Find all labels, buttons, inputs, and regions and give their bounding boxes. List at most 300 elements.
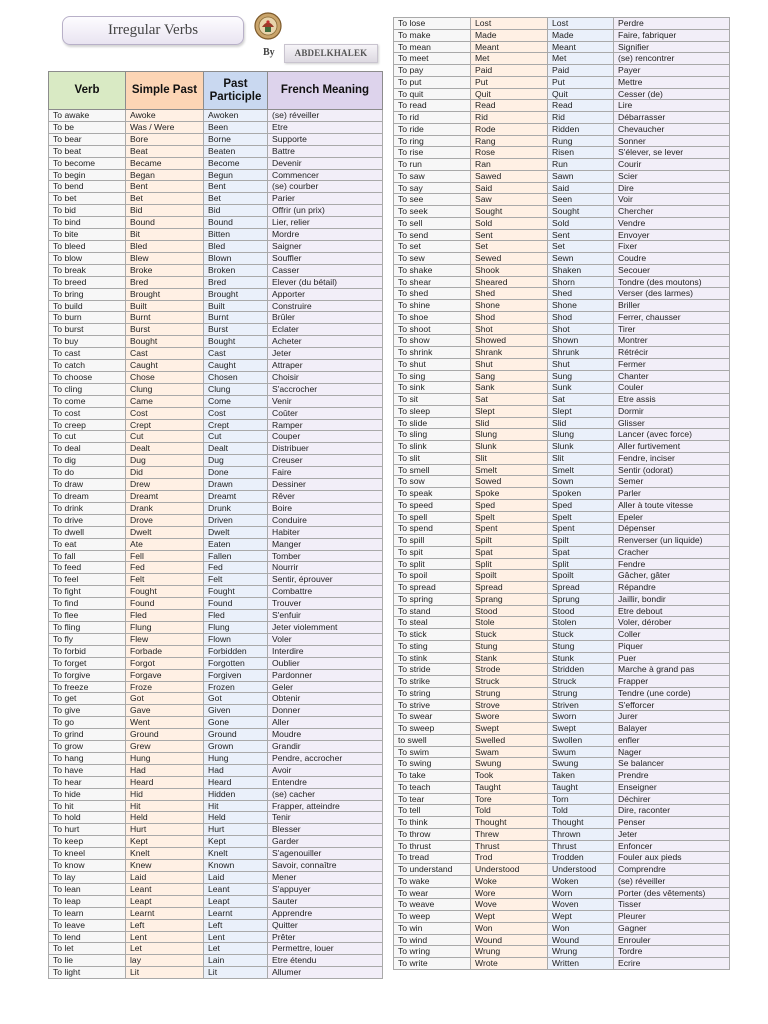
french-meaning-cell: Fendre (614, 558, 730, 570)
simple-past-cell: Beat (126, 145, 204, 157)
french-meaning-cell: Apprendre (268, 907, 383, 919)
simple-past-cell: Flew (126, 633, 204, 645)
verb-cell: To read (394, 100, 471, 112)
french-meaning-cell: (se) réveiller (614, 875, 730, 887)
verb-cell: To come (49, 395, 126, 407)
verb-cell: To spell (394, 511, 471, 523)
past-participle-cell: Slept (548, 405, 614, 417)
french-meaning-cell: (se) cacher (268, 788, 383, 800)
table-row (49, 621, 383, 633)
french-meaning-cell: Fermer (614, 358, 730, 370)
past-participle-cell: Shorn (548, 276, 614, 288)
french-meaning-cell: Couler (614, 382, 730, 394)
simple-past-cell: Knelt (126, 848, 204, 860)
table-row (49, 491, 383, 503)
simple-past-cell: Bought (126, 336, 204, 348)
french-meaning-cell: Aller à toute vitesse (614, 499, 730, 511)
table-row (394, 499, 730, 511)
verb-cell: To hear (49, 776, 126, 788)
french-meaning-cell: Dormir (614, 405, 730, 417)
french-meaning-cell: Tirer (614, 323, 730, 335)
past-participle-cell: Slit (548, 452, 614, 464)
simple-past-cell: Had (126, 764, 204, 776)
verb-cell: To run (394, 159, 471, 171)
past-participle-cell: Swollen (548, 734, 614, 746)
past-participle-cell: Eaten (204, 538, 268, 550)
french-meaning-cell: Fendre, inciser (614, 452, 730, 464)
past-participle-cell: Bought (204, 336, 268, 348)
verb-cell: To tell (394, 805, 471, 817)
past-participle-cell: Sworn (548, 711, 614, 723)
past-participle-cell: Lost (548, 18, 614, 30)
simple-past-cell: Shrank (471, 347, 548, 359)
table-row (394, 65, 730, 77)
past-participle-cell: Forbidden (204, 645, 268, 657)
table-row (49, 181, 383, 193)
verb-cell: To choose (49, 371, 126, 383)
verb-cell: To hit (49, 800, 126, 812)
french-meaning-cell: Prendre (614, 770, 730, 782)
table-row (394, 781, 730, 793)
simple-past-cell: Threw (471, 828, 548, 840)
french-meaning-cell: Débarrasser (614, 112, 730, 124)
verb-cell: To slit (394, 452, 471, 464)
verb-cell: To know (49, 860, 126, 872)
past-participle-cell: Borne (204, 133, 268, 145)
verb-cell: to swell (394, 734, 471, 746)
past-participle-cell: Woven (548, 899, 614, 911)
verb-cell: To let (49, 943, 126, 955)
simple-past-cell: Thought (471, 817, 548, 829)
past-participle-cell: Shrunk (548, 347, 614, 359)
table-row (394, 828, 730, 840)
verb-cell: To weave (394, 899, 471, 911)
past-participle-cell: Risen (548, 147, 614, 159)
simple-past-cell: Stung (471, 640, 548, 652)
french-meaning-cell: Couper (268, 431, 383, 443)
simple-past-cell: Slid (471, 417, 548, 429)
table-row (49, 348, 383, 360)
table-row (49, 324, 383, 336)
table-row (394, 452, 730, 464)
past-participle-column-header: Past Participle (204, 72, 268, 110)
french-meaning-cell: (se) courber (268, 181, 383, 193)
table-row (49, 193, 383, 205)
table-row (394, 911, 730, 923)
table-row (49, 657, 383, 669)
table-row (49, 145, 383, 157)
table-row (394, 922, 730, 934)
simple-past-cell: Shone (471, 300, 548, 312)
past-participle-cell: Sprung (548, 593, 614, 605)
simple-past-cell: Made (471, 29, 548, 41)
simple-past-cell: Wove (471, 899, 548, 911)
simple-past-cell: Found (126, 598, 204, 610)
table-row (49, 598, 383, 610)
past-participle-cell: Quit (548, 88, 614, 100)
verb-cell: To lay (49, 872, 126, 884)
verb-cell: To be (49, 121, 126, 133)
simple-past-cell: Strove (471, 699, 548, 711)
past-participle-cell: Burnt (204, 312, 268, 324)
past-participle-cell: Smelt (548, 464, 614, 476)
french-meaning-cell: Attraper (268, 360, 383, 372)
simple-past-cell: Hung (126, 752, 204, 764)
simple-past-cell: Cut (126, 431, 204, 443)
table-row (394, 758, 730, 770)
verb-cell: To awake (49, 110, 126, 122)
past-participle-cell: Let (204, 943, 268, 955)
past-participle-cell: Held (204, 812, 268, 824)
french-meaning-cell: Faire, fabriquer (614, 29, 730, 41)
past-participle-cell: Swum (548, 746, 614, 758)
past-participle-cell: Bid (204, 205, 268, 217)
french-meaning-cell: Sentir (odorat) (614, 464, 730, 476)
verb-cell: To ring (394, 135, 471, 147)
table-row (394, 241, 730, 253)
french-meaning-cell: Enseigner (614, 781, 730, 793)
french-meaning-cell: Boire (268, 502, 383, 514)
past-participle-cell: Frozen (204, 681, 268, 693)
simple-past-cell: Wept (471, 911, 548, 923)
verb-cell: To bite (49, 229, 126, 241)
table-row (394, 511, 730, 523)
simple-past-cell: Hurt (126, 824, 204, 836)
french-meaning-cell: Jurer (614, 711, 730, 723)
table-row (49, 669, 383, 681)
past-participle-cell: Forgiven (204, 669, 268, 681)
verb-cell: To forget (49, 657, 126, 669)
french-meaning-cell: Tordre (614, 946, 730, 958)
past-participle-cell: Leant (204, 883, 268, 895)
french-meaning-cell: Habiter (268, 526, 383, 538)
table-row (394, 770, 730, 782)
past-participle-cell: Met (548, 53, 614, 65)
simple-past-cell: Spilt (471, 535, 548, 547)
past-participle-cell: Fled (204, 610, 268, 622)
verb-table-right (393, 17, 730, 970)
verb-cell: To wake (394, 875, 471, 887)
past-participle-cell: Strung (548, 687, 614, 699)
french-meaning-cell: Voir (614, 194, 730, 206)
french-meaning-cell: Devenir (268, 157, 383, 169)
simple-past-cell: Lent (126, 931, 204, 943)
french-meaning-cell: Choisir (268, 371, 383, 383)
table-row (394, 464, 730, 476)
past-participle-cell: Put (548, 76, 614, 88)
simple-past-cell: Bent (126, 181, 204, 193)
verb-cell: To smell (394, 464, 471, 476)
table-row (49, 336, 383, 348)
table-row (394, 946, 730, 958)
verb-column-header: Verb (49, 72, 126, 110)
table-row (49, 872, 383, 884)
table-row (49, 514, 383, 526)
verb-cell: To hurt (49, 824, 126, 836)
table-row (394, 805, 730, 817)
table-row (49, 479, 383, 491)
french-meaning-cell: Briller (614, 300, 730, 312)
simple-past-cell: Swung (471, 758, 548, 770)
simple-past-cell: Rode (471, 123, 548, 135)
table-row (49, 467, 383, 479)
past-participle-cell: Torn (548, 793, 614, 805)
table-row (49, 645, 383, 657)
french-meaning-cell: Geler (268, 681, 383, 693)
past-participle-cell: Found (204, 598, 268, 610)
simple-past-cell: Blew (126, 252, 204, 264)
table-row (394, 182, 730, 194)
past-participle-cell: Stung (548, 640, 614, 652)
verb-cell: To stand (394, 605, 471, 617)
simple-past-cell: Spread (471, 582, 548, 594)
table-row (394, 300, 730, 312)
past-participle-cell: Sought (548, 206, 614, 218)
french-meaning-cell: Pendre, accrocher (268, 752, 383, 764)
past-participle-cell: Built (204, 300, 268, 312)
french-meaning-cell: Chevaucher (614, 123, 730, 135)
french-meaning-cell: S'agenouiller (268, 848, 383, 860)
table-row (394, 864, 730, 876)
simple-past-cell: Took (471, 770, 548, 782)
table-row (394, 723, 730, 735)
past-participle-cell: Come (204, 395, 268, 407)
past-participle-cell: Beaten (204, 145, 268, 157)
french-meaning-cell: Trouver (268, 598, 383, 610)
french-meaning-cell: Mordre (268, 229, 383, 241)
verb-cell: To hang (49, 752, 126, 764)
past-participle-cell: Striven (548, 699, 614, 711)
past-participle-cell: Rung (548, 135, 614, 147)
verb-cell: To forbid (49, 645, 126, 657)
french-meaning-cell: Dire (614, 182, 730, 194)
past-participle-cell: Drawn (204, 479, 268, 491)
past-participle-cell: Fed (204, 562, 268, 574)
simple-past-cell: Bit (126, 229, 204, 241)
verb-cell: To catch (49, 360, 126, 372)
french-meaning-cell: Penser (614, 817, 730, 829)
verb-cell: To build (49, 300, 126, 312)
table-row (394, 640, 730, 652)
verb-cell: To kneel (49, 848, 126, 860)
verb-cell: To drink (49, 502, 126, 514)
french-meaning-cell: Allumer (268, 967, 383, 979)
french-meaning-cell: Moudre (268, 729, 383, 741)
past-participle-cell: Leapt (204, 895, 268, 907)
table-row (49, 752, 383, 764)
verb-cell: To tread (394, 852, 471, 864)
past-participle-cell: Taken (548, 770, 614, 782)
past-participle-cell: Spread (548, 582, 614, 594)
verb-cell: To shed (394, 288, 471, 300)
past-participle-cell: Woken (548, 875, 614, 887)
french-meaning-cell: Combattre (268, 586, 383, 598)
past-participle-cell: Stolen (548, 617, 614, 629)
french-meaning-cell: Cracher (614, 546, 730, 558)
past-participle-cell: Spelt (548, 511, 614, 523)
french-meaning-cell: Ramper (268, 419, 383, 431)
verb-cell: To sling (394, 429, 471, 441)
simple-past-cell: Began (126, 169, 204, 181)
table-row (49, 371, 383, 383)
table-row (394, 135, 730, 147)
french-meaning-cell: Balayer (614, 723, 730, 735)
crest-emblem-icon (254, 12, 282, 40)
simple-past-cell: Fled (126, 610, 204, 622)
verb-cell: To feed (49, 562, 126, 574)
verb-cell: To shake (394, 264, 471, 276)
verb-cell: To wind (394, 934, 471, 946)
past-participle-cell: Lit (204, 967, 268, 979)
past-participle-cell: Fallen (204, 550, 268, 562)
verb-cell: To swing (394, 758, 471, 770)
verb-cell: To fly (49, 633, 126, 645)
simple-past-cell: Felt (126, 574, 204, 586)
french-meaning-cell: (se) réveiller (268, 110, 383, 122)
past-participle-cell: Slung (548, 429, 614, 441)
past-participle-cell: Shaken (548, 264, 614, 276)
simple-past-cell: Sent (471, 229, 548, 241)
table-row (49, 574, 383, 586)
french-meaning-cell: Dépenser (614, 523, 730, 535)
french-meaning-cell: Lancer (avec force) (614, 429, 730, 441)
table-row (49, 205, 383, 217)
table-row (394, 593, 730, 605)
past-participle-cell: Known (204, 860, 268, 872)
table-row (394, 288, 730, 300)
verb-cell: To dwell (49, 526, 126, 538)
table-row (394, 441, 730, 453)
past-participle-cell: Hurt (204, 824, 268, 836)
french-meaning-cell: Vendre (614, 217, 730, 229)
french-meaning-cell: Nager (614, 746, 730, 758)
verb-cell: To hold (49, 812, 126, 824)
table-row (394, 217, 730, 229)
past-participle-cell: Made (548, 29, 614, 41)
table-row (49, 300, 383, 312)
simple-past-cell: Smelt (471, 464, 548, 476)
french-meaning-cell: Savoir, connaître (268, 860, 383, 872)
verb-cell: To saw (394, 170, 471, 182)
table-row (394, 311, 730, 323)
simple-past-cell: Got (126, 693, 204, 705)
verb-cell: To deal (49, 443, 126, 455)
past-participle-cell: Fought (204, 586, 268, 598)
table-row (394, 405, 730, 417)
verb-table-left-body (49, 110, 383, 979)
french-meaning-cell: Voler, dérober (614, 617, 730, 629)
verb-cell: To set (394, 241, 471, 253)
table-row (394, 734, 730, 746)
verb-cell: To burst (49, 324, 126, 336)
french-meaning-cell: Piquer (614, 640, 730, 652)
verb-cell: To keep (49, 836, 126, 848)
past-participle-cell: Broken (204, 264, 268, 276)
simple-past-cell: Dreamt (126, 491, 204, 503)
french-meaning-cell: Jeter (268, 348, 383, 360)
french-meaning-cell: Sonner (614, 135, 730, 147)
table-row (49, 860, 383, 872)
past-participle-cell: Spent (548, 523, 614, 535)
simple-past-cell: Set (471, 241, 548, 253)
table-row (394, 711, 730, 723)
simple-past-cell: Split (471, 558, 548, 570)
past-participle-cell: Given (204, 705, 268, 717)
french-meaning-cell: Comprendre (614, 864, 730, 876)
past-participle-cell: Seen (548, 194, 614, 206)
french-meaning-cell: Oublier (268, 657, 383, 669)
french-meaning-cell: Tendre (une corde) (614, 687, 730, 699)
past-participle-cell: Kept (204, 836, 268, 848)
past-participle-cell: Read (548, 100, 614, 112)
simple-past-cell: Wound (471, 934, 548, 946)
simple-past-cell: Forgave (126, 669, 204, 681)
french-meaning-cell: Dessiner (268, 479, 383, 491)
past-participle-cell: Shod (548, 311, 614, 323)
verb-cell: To draw (49, 479, 126, 491)
simple-past-cell: Forgot (126, 657, 204, 669)
past-participle-cell: Flung (204, 621, 268, 633)
table-row (49, 562, 383, 574)
french-meaning-cell: Perdre (614, 18, 730, 30)
past-participle-cell: Bound (204, 217, 268, 229)
simple-past-cell: Swore (471, 711, 548, 723)
verb-cell: To shoot (394, 323, 471, 335)
past-participle-cell: Had (204, 764, 268, 776)
simple-past-cell: Thrust (471, 840, 548, 852)
french-meaning-cell: Voler (268, 633, 383, 645)
verb-cell: To spring (394, 593, 471, 605)
simple-past-cell: Crept (126, 419, 204, 431)
verb-cell: To dream (49, 491, 126, 503)
simple-past-cell: Ground (126, 729, 204, 741)
table-row (49, 395, 383, 407)
table-row (394, 429, 730, 441)
table-row (49, 848, 383, 860)
verb-cell: To bear (49, 133, 126, 145)
table-row (394, 18, 730, 30)
simple-past-cell: Stood (471, 605, 548, 617)
verb-cell: To shoe (394, 311, 471, 323)
simple-past-cell: Kept (126, 836, 204, 848)
verb-cell: To do (49, 467, 126, 479)
table-row (394, 276, 730, 288)
simple-past-cell: Caught (126, 360, 204, 372)
table-row (394, 746, 730, 758)
past-participle-cell: Sold (548, 217, 614, 229)
simple-past-cell: Said (471, 182, 548, 194)
past-participle-cell: Worn (548, 887, 614, 899)
past-participle-cell: Thrown (548, 828, 614, 840)
simple-past-cell: Forbade (126, 645, 204, 657)
past-participle-cell: Wound (548, 934, 614, 946)
simple-past-cell: Hit (126, 800, 204, 812)
verb-cell: To shut (394, 358, 471, 370)
verb-cell: To breed (49, 276, 126, 288)
french-meaning-cell: Saigner (268, 240, 383, 252)
simple-past-cell: Met (471, 53, 548, 65)
verb-cell: To lose (394, 18, 471, 30)
verb-cell: To cut (49, 431, 126, 443)
french-meaning-cell: S'élever, se lever (614, 147, 730, 159)
table-row (49, 693, 383, 705)
table-row (394, 112, 730, 124)
french-meaning-cell: Fouler aux pieds (614, 852, 730, 864)
table-row (394, 100, 730, 112)
french-meaning-cell: Supporte (268, 133, 383, 145)
verb-cell: To begin (49, 169, 126, 181)
french-meaning-cell: Etre (268, 121, 383, 133)
